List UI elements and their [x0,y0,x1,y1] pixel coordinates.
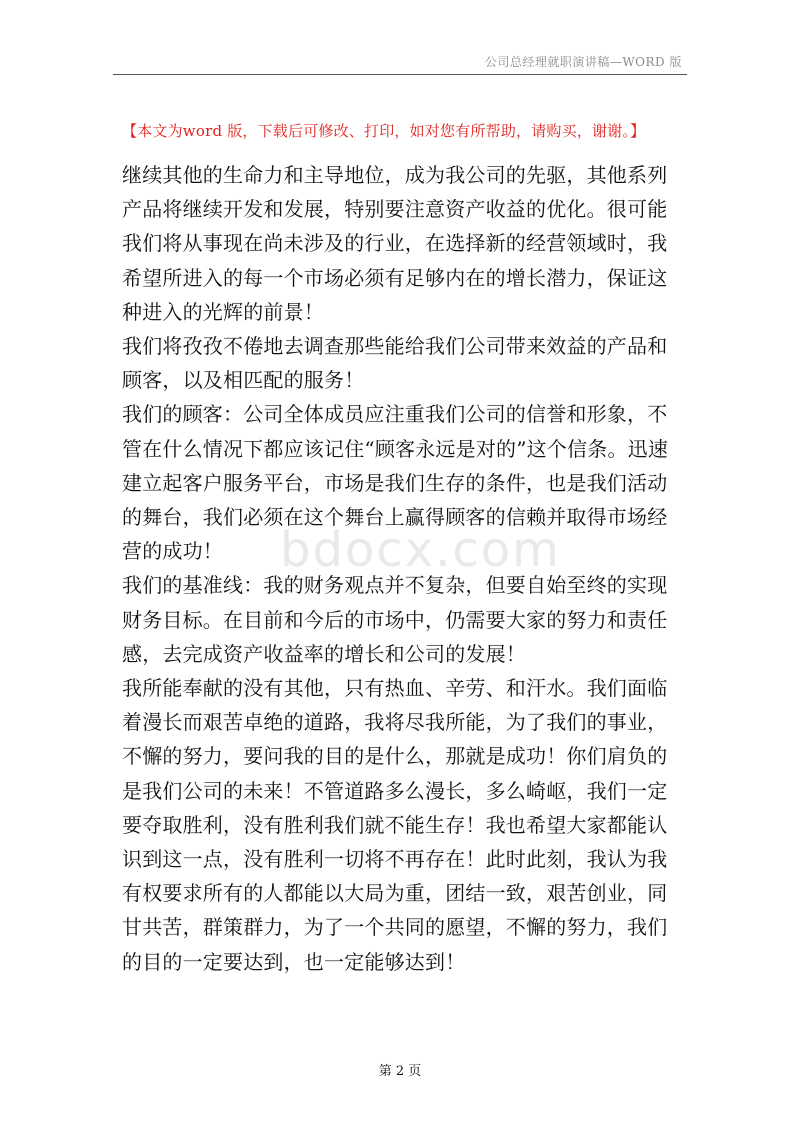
page-number: 第 2 页 [378,1064,422,1079]
paragraph: 我们的顾客：公司全体成员应注重我们公司的信誉和形象，不管在什么情况下都应该记住“顾客永远是对的”这个信条。迅速建立起客户服务平台，市场是我们生存的条件，也是我们活动的舞台，我们必须在这个舞台上赢得顾客的信赖并取得市场经营的成功！ [122,402,669,564]
paragraph: 继续其他的生命力和主导地位，成为我公司的先驱，其他系列产品将继续开发和发展，特别要注意资产收益的优化。很可能我们将从事现在尚未涉及的行业，在选择新的经营领域时，我希望所进入的每一个市场必须有足够内在的增长潜力，保证这种进入的光辉的前景！ [122,163,668,324]
purchase-notice: 【本文为word 版，下载后可修改、打印，如对您有所帮助，请购买，谢谢。】 [122,122,646,140]
document-body [122,158,682,979]
paragraph: 我们的基准线：我的财务观点并不复杂，但要自始至终的实现财务目标。在目前和今后的市场中，仍需要大家的努力和责任感，去完成资产收益率的增长和公司的发展！ [122,573,668,666]
header-title: 公司总经理就职演讲稿—WORD 版 [484,55,682,69]
watermark: bdocx.com [280,522,561,578]
paragraph: 我所能奉献的没有其他，只有热血、辛劳、和汗水。我们面临着漫长而艰苦卓绝的道路，我将尽我所能，为了我们的事业，不懈的努力，要问我的目的是什么，那就是成功！你们肩负的是我们公司的未来！不管道路多么漫长，多么崎岖，我们一定要夺取胜利，没有胜利我们就不能生存！我也希望大家都能认识到这一点，没有胜利一切将不再存在！此时此刻，我认为我有权要求所有的人都能以大局为重，团结一致，艰苦创业，同甘共苦，群策群力，为了一个共同的愿望，不懈的努力，我们的目的一定要达到，也一定能够达到！ [122,676,668,974]
header-divider [113,74,687,75]
paragraph: 我们将孜孜不倦地去调查那些能给我们公司带来效益的产品和顾客，以及相匹配的服务！ [122,334,668,393]
